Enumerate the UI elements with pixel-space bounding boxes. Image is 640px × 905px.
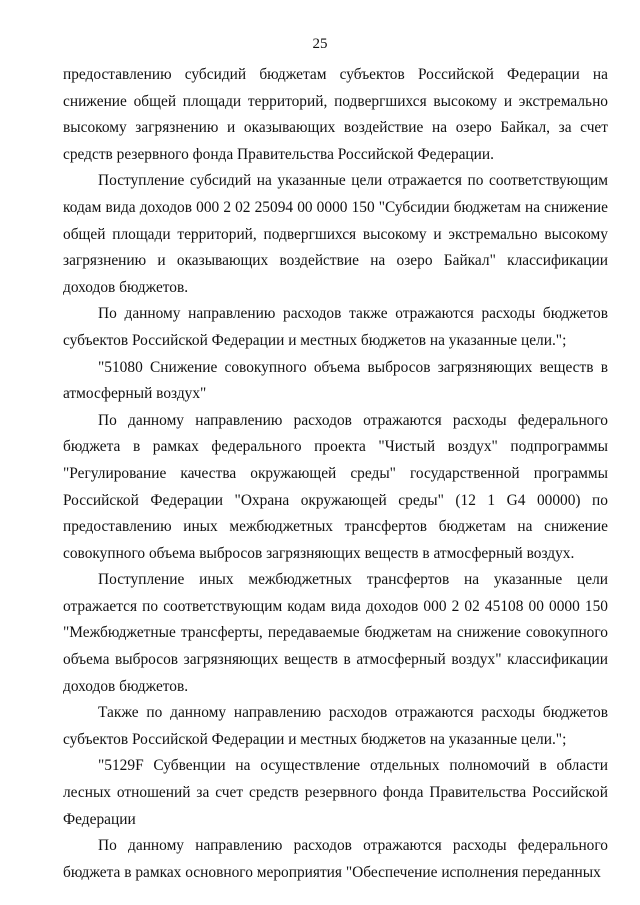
paragraph-5129f-description: По данному направлению расходов отражаются расходы федерального бюджета в рамках основного мероприятия "Обеспечение исполнения переданных	[63, 837, 608, 881]
paragraph-51080-heading: "51080 Снижение совокупного объема выбросов загрязняющих веществ в атмосферный воздух"	[63, 358, 608, 403]
paragraph-51080-description: По данному направлению расходов отражаются расходы федерального бюджета в рамках федерального проекта "Чистый воздух" подпрограммы "Регулирование качества окружающей среды" государственной программы Российской Федерации "Охрана окружающей среды" (12 1 G4 00000) по предоставлению иных межбюджетных трансфертов бюджетам на снижение совокупного объема выбросов загрязняющих веществ в атмосферный воздух.	[63, 411, 608, 562]
paragraph-51080-revenue-codes: Поступление иных межбюджетных трансфертов на указанные цели отражается по соответствующим кодам вида доходов 000 2 02 45108 00 0000 150 "Межбюджетные трансферты, передаваемые бюджетам на снижение совокупного объема выбросов загрязняющих веществ в атмосферный воздух" классификации доходов бюджетов.	[63, 571, 608, 695]
paragraph-subsidy-purpose-end: предоставлению субсидий бюджетам субъектов Российской Федерации на снижение общей площади территорий, подвергшихся высокому и экстремально высокому загрязнению и оказывающих воздействие на озеро Байкал, за счет средств резервного фонда Правительства Российской Федерации.	[63, 66, 608, 163]
paragraph-subsidy-revenue-codes: Поступление субсидий на указанные цели отражается по соответствующим кодам вида доходов 000 2 02 25094 00 0000 150 "Субсидии бюджетам на снижение общей площади территорий, подвергшихся высокому и экстремально высокому загрязнению и оказывающих воздействие на озеро Байкал" классификации доходов бюджетов.	[63, 172, 608, 296]
page-number: 25	[312, 36, 328, 52]
document-body	[63, 62, 608, 886]
paragraph-51080-regional-note: Также по данному направлению расходов отражаются расходы бюджетов субъектов Российской Федерации и местных бюджетов на указанные цели.";	[63, 704, 608, 748]
paragraph-5129f-heading: "5129F Субвенции на осуществление отдельных полномочий в области лесных отношений за счет средств резервного фонда Правительства Российской Федерации	[63, 757, 608, 828]
paragraph-regional-budgets-note: По данному направлению расходов также отражаются расходы бюджетов субъектов Российской Федерации и местных бюджетов на указанные цели.";	[63, 305, 608, 349]
